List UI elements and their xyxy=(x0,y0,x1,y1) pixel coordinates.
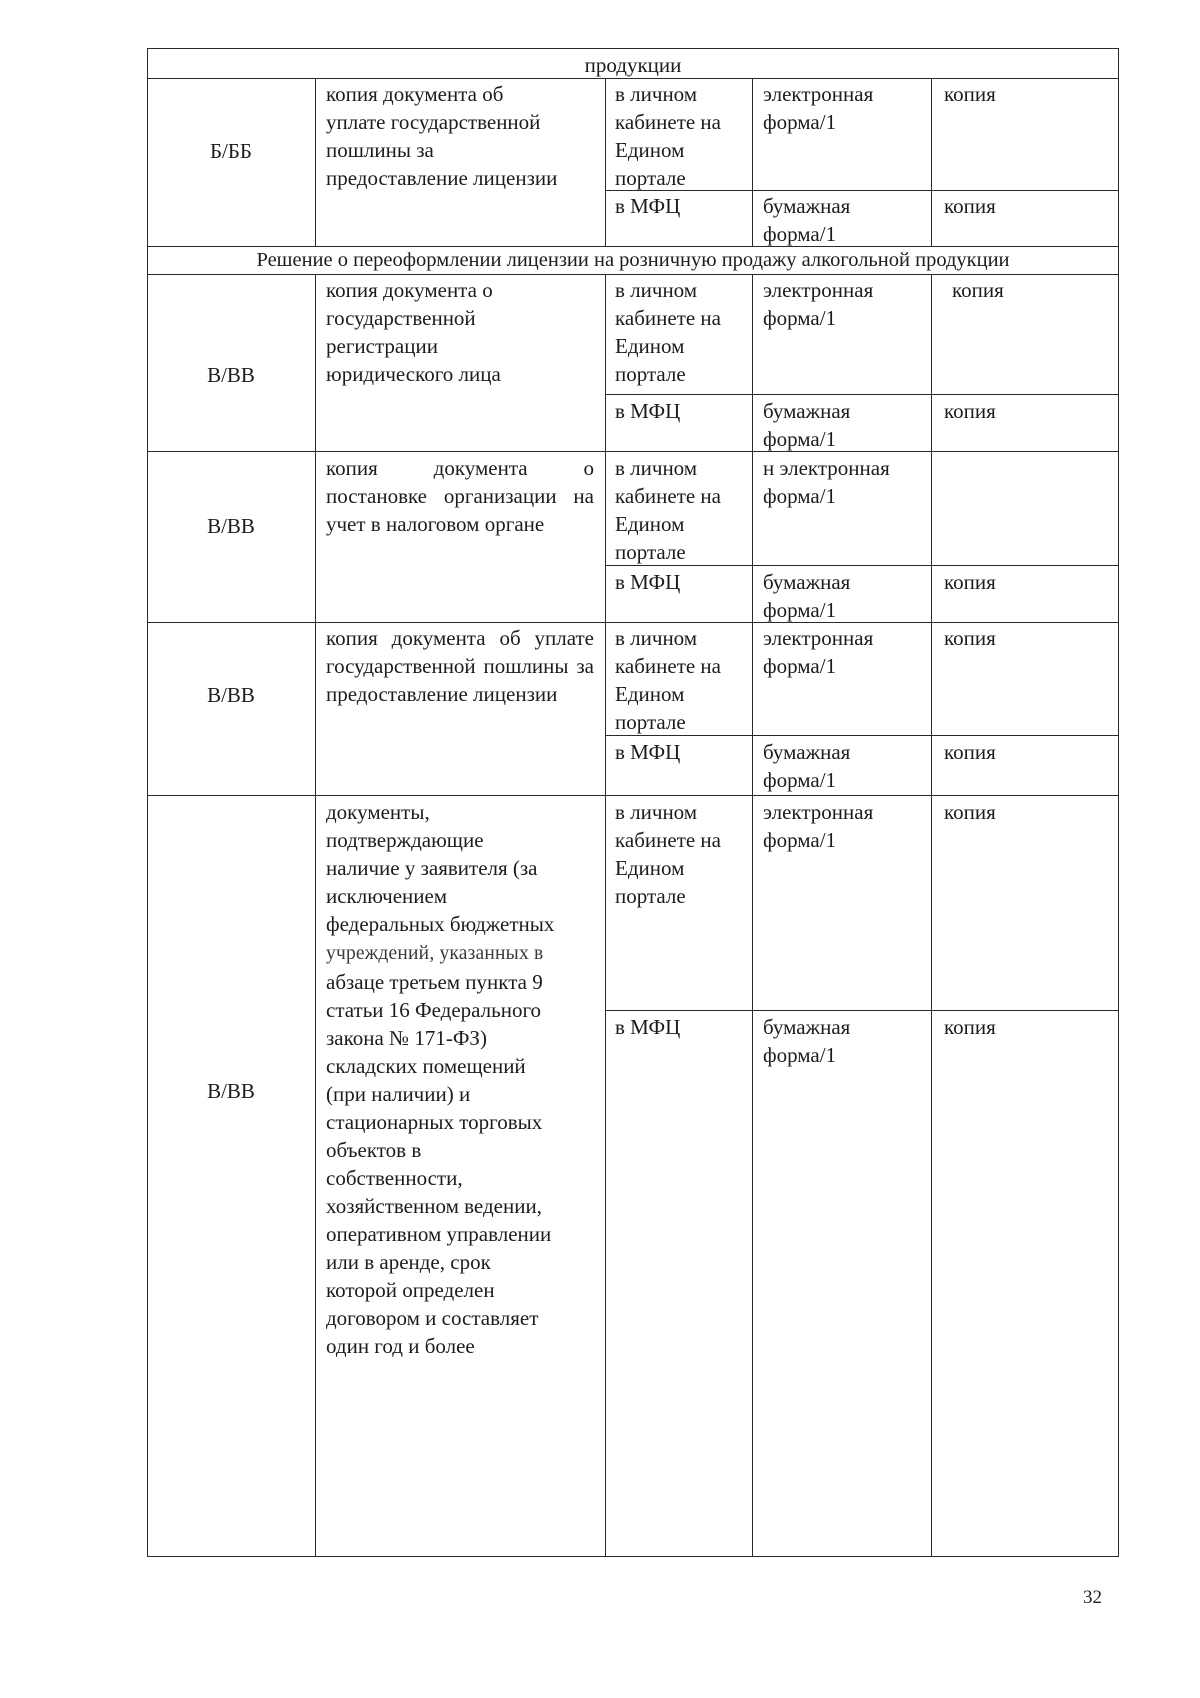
document-type: копия xyxy=(952,278,1004,302)
table-rule xyxy=(752,78,753,246)
page-number: 32 xyxy=(1083,1587,1102,1608)
submission-channel: в личном кабинете на Едином портале xyxy=(615,278,721,386)
submission-channel: в личном кабинете на Едином портале xyxy=(615,456,721,564)
document-form: электронная форма/1 xyxy=(763,82,874,134)
submission-channel: в личном кабинете на Едином портале xyxy=(615,626,721,734)
document-type: копия xyxy=(944,800,996,824)
table-rule xyxy=(315,274,316,1557)
document-type: копия xyxy=(944,399,996,423)
document-description: копия документа об уплате государственной пошлины за предоставление лицензии xyxy=(326,82,558,190)
submission-channel: в МФЦ xyxy=(615,1015,681,1039)
document-form: бумажная форма/1 xyxy=(763,194,851,246)
document-type: копия xyxy=(944,194,996,218)
document-type: копия xyxy=(944,740,996,764)
row-code: В/ВВ xyxy=(207,683,255,707)
table-rule xyxy=(605,78,606,246)
submission-channel: в личном кабинете на Едином портале xyxy=(615,800,721,908)
document-description-part-3: абзаце третьем пункта 9 статьи 16 Федерального закона № 171-ФЗ) складских помещений (при наличии) и стационарных торговых объектов в собственности, хозяйственном ведении, оперативном управлении или в аренде, срок которой определен договором и составляет один год и более xyxy=(326,970,552,1358)
top-banner: продукции xyxy=(584,53,682,77)
document-description-part-1: документы, подтверждающие наличие у заявителя (за исключением федеральных бюджетных xyxy=(326,800,555,936)
table-rule xyxy=(147,795,1119,796)
row-code: В/ВВ xyxy=(207,1079,255,1103)
table-rule xyxy=(605,1010,1119,1011)
table-rule xyxy=(605,394,1119,395)
document-type: копия xyxy=(944,626,996,650)
row-code: Б/ББ xyxy=(209,139,252,163)
document-description: копия документа о постановке организации на учет в налоговом органе xyxy=(326,456,594,536)
document-form: электронная форма/1 xyxy=(763,800,874,852)
document-description: копия документа о государственной регистрации юридического лица xyxy=(326,278,501,386)
document-form: бумажная форма/1 xyxy=(763,399,851,451)
table-rule xyxy=(605,565,1119,566)
table-rule xyxy=(147,451,1119,452)
row-code: В/ВВ xyxy=(207,514,255,538)
table-rule xyxy=(931,78,932,246)
document-form: бумажная форма/1 xyxy=(763,1015,851,1067)
table-rule xyxy=(752,274,753,1557)
document-form: бумажная форма/1 xyxy=(763,740,851,792)
row-code: В/ВВ xyxy=(207,363,255,387)
document-form: бумажная форма/1 xyxy=(763,570,851,622)
document-description: копия документа об уплате государственной пошлины за предоставление лицензии xyxy=(326,626,594,706)
table-rule xyxy=(605,274,606,1557)
table-rule xyxy=(315,78,316,246)
table-rule xyxy=(605,735,1119,736)
submission-channel: в МФЦ xyxy=(615,399,681,423)
submission-channel: в МФЦ xyxy=(615,740,681,764)
document-form: электронная форма/1 xyxy=(763,278,874,330)
document-type: копия xyxy=(944,1015,996,1039)
document-form: н электронная форма/1 xyxy=(763,456,890,508)
table-rule xyxy=(931,274,932,1557)
section-header: Решение о переоформлении лицензии на розничную продажу алкогольной продукции xyxy=(256,249,1010,271)
document-form: электронная форма/1 xyxy=(763,626,874,678)
document-type: копия xyxy=(944,82,996,106)
submission-channel: в личном кабинете на Едином портале xyxy=(615,82,721,190)
document-description-part-2: учреждений, указанных в xyxy=(326,943,544,964)
submission-channel: в МФЦ xyxy=(615,570,681,594)
submission-channel: в МФЦ xyxy=(615,194,681,218)
document-type: копия xyxy=(944,570,996,594)
